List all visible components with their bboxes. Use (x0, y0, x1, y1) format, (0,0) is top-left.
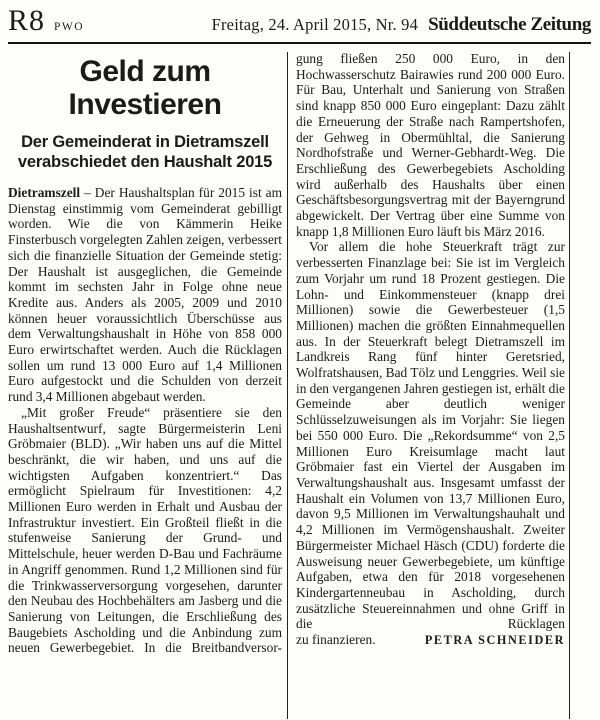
paragraph-2-right: gung fließen 250 000 Euro, in den Hochwasserschutz Bairawies rund 200 000 Euro. Für Bau, Unterhalt und Sanierung von Straßen sind knapp 850 000 Euro eingeplant: Dazu zählt die Erneuerung der Straße nach Rampertshofen, der Gehweg in Obermühltal, die Sanierung Nordhofstraße und Werner-Gebhardt-Weg. Die Erschließung des Gewerbegebiets Ascholding wird außerhalb des Haushalts über einen Geschäftsbesorgungsvertrag mit der Bayerngrund abgewickelt. Der Vertrag über eine Summe von knapp 1,8 Millionen Euro läuft bis März 2016. (296, 51, 565, 239)
paragraph-lead-text: – Der Haushaltsplan für 2015 ist am Dienstag einstimmig vom Gemeinderat gebilligt worden. Wie die von Kämmerin Heike Finsterbusch vorgelegten Zahlen zeigen, verbessert sich die finanzielle Situation der Gemeinde stetig: Der Haushalt ist ausgeglichen, die Gemeinde kommt im sechsten Jahr in Folge ohne neue Kredite aus. Anders als 2005, 2009 und 2010 können heuer voraussichtlich Überschüsse aus dem Verwaltungshaushalt in Höhe von 858 000 Euro erwirtschaftet werden. Auch die Rücklagen sollen um rund 13 000 Euro auf 1,4 Millionen Euro aufgestockt und die Schulden von derzeit rund 3,4 Millionen abgebaut werden. (8, 185, 282, 405)
column-right (288, 51, 569, 719)
issue-date: Freitag, 24. April 2015, Nr. 94 (211, 15, 419, 34)
closing-line (296, 632, 565, 649)
paragraph-2-left: „Mit großer Freude“ präsentiere sie den Haushaltsentwurf, sagte Bürgermeisterin Leni Gröbmaier (BLD). „Wir haben uns auf die Mittel beschränkt, die wir haben, und uns auf die wichtigsten Aufgaben konzentriert.“ Das ermöglicht Spielraum für Investitionen: 4,2 Millionen Euro werden in Erhalt und Ausbau der Infrastruktur investiert. Ein Großteil fließt in die stufenweise Sanierung der Grund- und Mittelschule, heuer werden D-Bau und Fachräume in Angriff genommen. Rund 1,2 Millionen sind für die Trinkwasserversorgung vorgesehen, darunter den Neubau des Hochbehälters am Jasberg und die Sanierung von Leitungen, die Erschließung des Baugebiets Ascholding und die Anbindung zum neuen Gewerbegebiet. In die Breitbandversor- (8, 404, 282, 656)
paragraph-lead (8, 185, 282, 405)
edition-code: PWO (54, 21, 85, 33)
column-left (8, 51, 287, 719)
subheadline: Der Gemeinderat in Dietramszell verabschiedet den Haushalt 2015 (17, 133, 273, 171)
page-number: R8 (8, 4, 46, 37)
paragraph-3: Vor allem die hohe Steuerkraft trägt zur verbesserten Finanzlage bei: Sie ist im Vergleich zum Vorjahr um rund 18 Prozent gestiegen. Die Lohn- und Einkommensteuer (knapp drei Millionen) sowie die Gewerbesteuer (1,5 Millionen) machen die größten Einnahmequellen aus. In der Steuerkraft belegt Dietramszell im Landkreis Rang fünf hinter Geretsried, Wolfratshausen, Bad Tölz und Lenggries. Weil sie in den vergangenen Jahren gestiegen ist, erhält die Gemeinde aber deutlich weniger Schlüsselzuweisungen als im Vorjahr: Sie liegen bei 550 000 Euro. Die „Rekordsumme“ von 2,5 Millionen Euro Kreisumlage macht laut Gröbmaier fast ein Viertel der Ausgaben im Verwaltungshaushalt aus. Insgesamt umfasst der Haushalt ein Volumen von 13,7 Millionen Euro, davon 9,5 Millionen im Verwaltungshauhalt und 4,2 Millionen im Vermögenshaushalt. Zweiter Bürgermeister Michael Häsch (CDU) forderte die Ausweisung neuer Gewerbegebiete, um künftige Aufgaben, etwa den für 2018 vorgesehenen Kindergartenneubau in Ascholding, durch zusätzliche Steuereinnahmen und ohne Griff in die Rücklagen (296, 239, 565, 632)
page-header (8, 0, 591, 39)
masthead-left (8, 6, 84, 36)
article-columns (8, 44, 591, 719)
right-edge-rule (569, 52, 570, 719)
masthead-right (212, 14, 591, 36)
headline: Geld zum Investieren (68, 55, 222, 121)
closing-text: zu finanzieren. (296, 632, 376, 648)
newspaper-nameplate: Süddeutsche Zeitung (428, 14, 591, 35)
author-byline: PETRA SCHNEIDER (424, 633, 565, 648)
dateline: Dietramszell (8, 185, 81, 200)
